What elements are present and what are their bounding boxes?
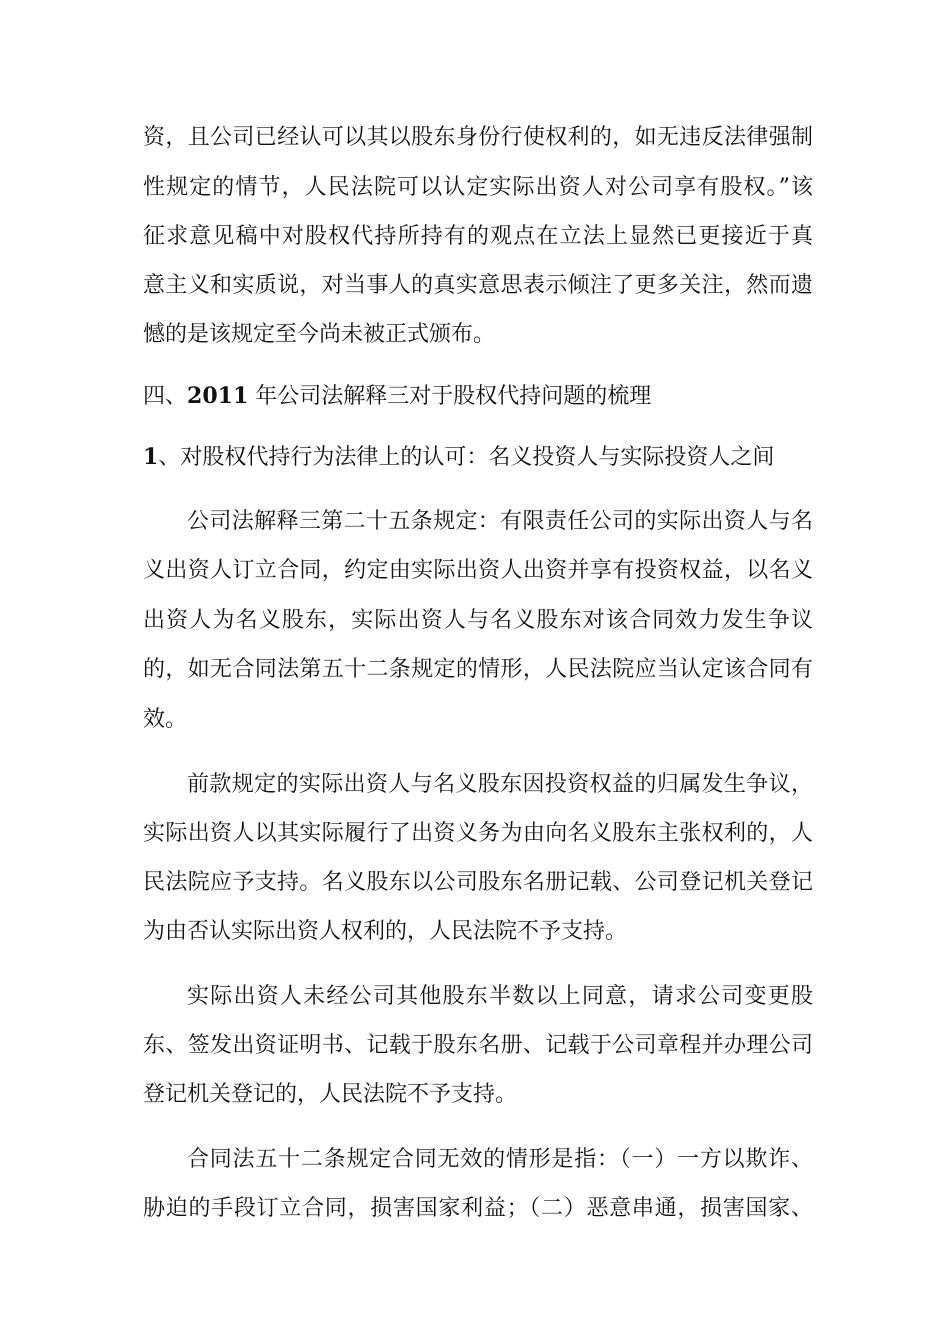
subsection-heading xyxy=(143,442,813,473)
heading-text: 年公司法解释三对于股权代持问题的梳理 xyxy=(248,384,652,409)
paragraph-line: 资，且公司已经认可以其以股东身份行使权利的，如无违反法律强制 xyxy=(143,125,813,150)
paragraph-line: 实际出资人未经公司其他股东半数以上同意，请求公司变更股 xyxy=(187,984,813,1009)
paragraph-line: 性规定的情节，人民法院可以认定实际出资人对公司享有股权。”该 xyxy=(143,175,813,200)
paragraph-line: 征求意见稿中对股权代持所持有的观点在立法上显然已更接近于真 xyxy=(143,224,813,249)
paragraph-line: 意主义和实质说，对当事人的真实意思表示倾注了更多关注，然而遗 xyxy=(143,273,813,298)
paragraph-line: 实际出资人以其实际履行了出资义务为由向名义股东主张权利的，人 xyxy=(143,821,813,846)
paragraph-line: 效。 xyxy=(143,707,188,732)
subheading-text: 、对股权代持行为法律上的认可：名义投资人与实际投资人之间 xyxy=(158,445,775,470)
paragraph-line: 登记机关登记的，人民法院不予支持。 xyxy=(143,1082,518,1107)
section-heading xyxy=(143,381,813,412)
paragraph-line: 公司法解释三第二十五条规定：有限责任公司的实际出资人与名 xyxy=(187,509,813,534)
paragraph-line: 前款规定的实际出资人与名义股东因投资权益的归属发生争议， xyxy=(187,772,813,797)
paragraph-line: 憾的是该规定至今尚未被正式颁布。 xyxy=(143,322,496,347)
heading-year: 2011 xyxy=(187,383,249,409)
heading-prefix: 四、 xyxy=(143,384,188,409)
subheading-number: 1 xyxy=(143,444,159,470)
paragraph-line: 出资人为名义股东，实际出资人与名义股东对该合同效力发生争议 xyxy=(143,608,813,633)
paragraph-line: 的，如无合同法第五十二条规定的情形，人民法院应当认定该合同有 xyxy=(143,657,813,682)
paragraph-line: 民法院应予支持。名义股东以公司股东名册记载、公司登记机关登记 xyxy=(143,870,813,895)
paragraph-line: 胁迫的手段订立合同，损害国家利益；（二）恶意串通，损害国家、 xyxy=(143,1196,813,1221)
paragraph-line: 合同法五十二条规定合同无效的情形是指：（一）一方以欺诈、 xyxy=(187,1147,813,1172)
paragraph-line: 东、签发出资证明书、记载于股东名册、记载于公司章程并办理公司 xyxy=(143,1033,813,1058)
paragraph-line: 义出资人订立合同，约定由实际出资人出资并享有投资权益，以名义 xyxy=(143,558,813,583)
paragraph-line: 为由否认实际出资人权利的，人民法院不予支持。 xyxy=(143,919,628,944)
